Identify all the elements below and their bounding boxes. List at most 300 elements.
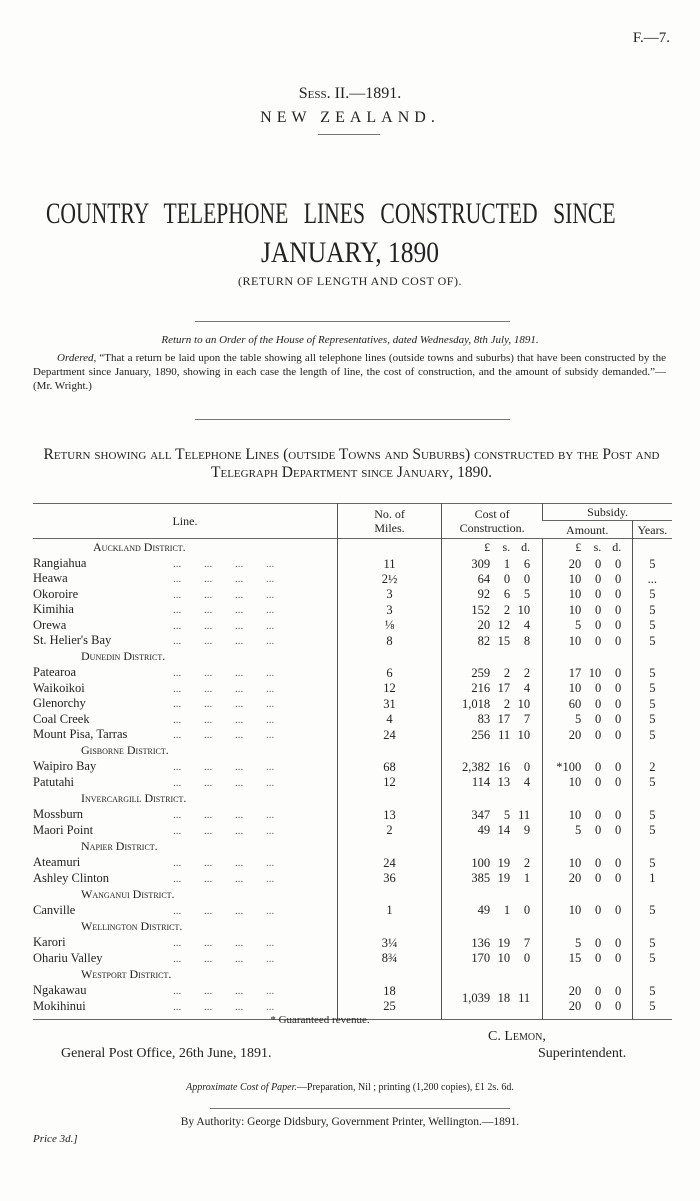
divider — [195, 321, 510, 322]
cost-cell — [442, 935, 543, 950]
line-name: Glenorchy — [33, 696, 86, 711]
money-part: 17 — [497, 681, 511, 696]
amount-cell — [543, 966, 632, 983]
amount-cell — [543, 587, 632, 602]
miles-cell — [337, 886, 441, 903]
district-name: Auckland District. — [93, 540, 186, 554]
table-row — [33, 775, 672, 790]
money-part: 10 — [517, 602, 531, 617]
amount-cell — [543, 918, 632, 935]
cost-cell — [442, 618, 543, 633]
money-part: 309 — [471, 556, 491, 571]
money-part: d. — [521, 540, 531, 554]
miles-cell: 25 — [337, 999, 441, 1014]
miles-cell: 13 — [337, 807, 441, 822]
district-name: Gisborne District. — [81, 743, 169, 758]
money-part: £ — [575, 540, 582, 554]
table-row — [33, 999, 672, 1014]
money-part: 7 — [523, 712, 531, 727]
money-part: 5 — [574, 935, 582, 950]
years-cell: 5 — [632, 727, 672, 742]
money-part: 0 — [614, 681, 622, 696]
leader-dots: ... ... ... ... — [173, 857, 275, 870]
money-part: 18 — [497, 991, 511, 1006]
paper-cost — [0, 1082, 700, 1094]
miles-cell: 31 — [337, 696, 441, 711]
money-part: 0 — [594, 951, 602, 966]
header-cost: Cost of Construction. — [442, 504, 543, 539]
line-name: Mount Pisa, Tarras — [33, 727, 128, 742]
district-row — [33, 539, 672, 557]
money-part: 100 — [471, 855, 491, 870]
money-part: 0 — [523, 951, 531, 966]
money-part: 10 — [568, 855, 582, 870]
miles-cell: 3 — [337, 587, 441, 602]
line-cell — [33, 983, 337, 998]
leader-dots: ... ... ... ... — [173, 667, 275, 680]
years-cell — [632, 742, 672, 759]
money-part: 10 — [517, 696, 531, 711]
miles-cell: 11 — [337, 556, 441, 571]
money-part: 6 — [503, 587, 511, 602]
line-cell — [33, 571, 337, 586]
table-row — [33, 935, 672, 950]
money-part: 0 — [594, 587, 602, 602]
money-part: 20 — [568, 727, 582, 742]
money-part: 49 — [477, 903, 491, 918]
years-cell: 2 — [632, 759, 672, 774]
money-part: 20 — [568, 556, 582, 571]
district-row — [33, 648, 672, 665]
printer-authority: By Authority: George Didsbury, Government Printer, Wellington.—1891. — [180, 1116, 520, 1128]
leader-dots: ... ... ... ... — [173, 698, 275, 711]
line-cell — [33, 871, 337, 886]
footnote: * Guaranteed revenue. — [270, 1014, 370, 1026]
line-cell — [33, 602, 337, 617]
leader-dots: ... ... ... ... — [173, 824, 275, 837]
years-cell: 5 — [632, 855, 672, 870]
leader-dots: ... ... ... ... — [173, 952, 275, 965]
years-cell — [632, 886, 672, 903]
years-cell: 5 — [632, 712, 672, 727]
divider — [210, 1108, 510, 1109]
telephone-lines-table — [33, 503, 672, 1020]
table-row — [33, 807, 672, 822]
line-name: Patearoa — [33, 665, 77, 680]
district-row — [33, 742, 672, 759]
money-part: 10 — [568, 633, 582, 648]
money-part: 1 — [503, 903, 511, 918]
leader-dots: ... ... ... ... — [173, 776, 275, 789]
district-name: Dunedin District. — [81, 649, 166, 664]
years-cell — [632, 790, 672, 807]
table-row — [33, 983, 672, 998]
money-part: 20 — [568, 983, 582, 998]
money-part: 10 — [588, 665, 602, 680]
money-part: 2 — [503, 602, 511, 617]
money-part: 1 — [523, 871, 531, 885]
miles-cell: 18 — [337, 983, 441, 998]
money-part: 10 — [568, 775, 582, 790]
leader-dots: ... ... ... ... — [173, 872, 275, 885]
money-part: 2 — [523, 855, 531, 870]
cost-cell — [442, 823, 543, 838]
money-part: 0 — [594, 775, 602, 790]
money-part: 11 — [498, 727, 511, 742]
years-cell — [632, 539, 672, 557]
district-row — [33, 838, 672, 855]
document-subtitle: (RETURN OF LENGTH AND COST OF). — [238, 274, 462, 288]
table-row — [33, 665, 672, 680]
miles-cell: 12 — [337, 775, 441, 790]
years-cell: 5 — [632, 587, 672, 602]
money-part: 0 — [594, 712, 602, 727]
years-cell: 5 — [632, 775, 672, 790]
line-name: Mokihinui — [33, 998, 86, 1013]
money-part: 17 — [497, 712, 511, 727]
miles-cell: 24 — [337, 727, 441, 742]
money-part: 0 — [614, 618, 622, 633]
miles-cell: 8¾ — [337, 951, 441, 966]
line-cell — [33, 618, 337, 633]
money-part: *100 — [556, 759, 582, 774]
money-part: 0 — [523, 571, 531, 586]
cost-cell — [442, 886, 543, 903]
table-row — [33, 571, 672, 586]
order-paragraph — [33, 351, 666, 393]
miles-cell: 8 — [337, 633, 441, 648]
miles-cell — [337, 838, 441, 855]
money-part: 20 — [568, 999, 582, 1014]
miles-cell: ⅛ — [337, 618, 441, 633]
header-amount: Amount. — [566, 522, 609, 537]
page-reference: F.—7. — [632, 30, 670, 46]
line-cell — [33, 633, 337, 648]
money-part: 0 — [614, 571, 622, 586]
money-part: 0 — [594, 807, 602, 822]
miles-cell: 6 — [337, 665, 441, 680]
amount-cell — [543, 633, 632, 648]
money-part: £ — [484, 540, 491, 554]
money-part: 0 — [614, 951, 622, 966]
cost-cell — [442, 681, 543, 696]
years-cell: 5 — [632, 823, 672, 838]
years-cell: 5 — [632, 602, 672, 617]
cost-cell — [442, 951, 543, 966]
miles-cell: 3¼ — [337, 935, 441, 950]
district-row — [33, 966, 672, 983]
years-cell: 5 — [632, 681, 672, 696]
amount-cell — [543, 775, 632, 790]
amount-cell — [543, 742, 632, 759]
money-part: 0 — [594, 999, 602, 1014]
line-cell — [33, 727, 337, 742]
district-row — [33, 886, 672, 903]
money-part: 20 — [568, 871, 582, 885]
cost-cell — [442, 903, 543, 918]
table-row — [33, 712, 672, 727]
header-subsidy: Subsidy. — [543, 504, 672, 521]
years-cell: 5 — [632, 807, 672, 822]
years-cell: 5 — [632, 983, 672, 998]
line-name: Patutahi — [33, 774, 74, 789]
money-part: 1,039 — [462, 991, 491, 1006]
document-title-line-2: JANUARY, 1890 — [260, 236, 440, 269]
cost-cell — [442, 727, 543, 742]
country-heading: NEW ZEALAND. — [260, 109, 440, 126]
header-line: Line. — [172, 514, 198, 528]
years-cell — [632, 918, 672, 935]
money-part: 256 — [471, 727, 491, 742]
header-years: Years. — [632, 521, 672, 539]
cost-cell — [442, 790, 543, 807]
years-cell: 5 — [632, 951, 672, 966]
line-name: Okoroire — [33, 586, 79, 601]
money-part: 0 — [594, 727, 602, 742]
years-cell — [632, 838, 672, 855]
money-part: 92 — [477, 587, 491, 602]
money-part: 0 — [614, 587, 622, 602]
money-part: 15 — [497, 633, 511, 648]
money-part: 0 — [614, 935, 622, 950]
amount-cell — [543, 951, 632, 966]
line-cell — [33, 681, 337, 696]
table-body — [33, 539, 672, 1020]
money-part: 0 — [594, 681, 602, 696]
years-cell: 1 — [632, 871, 672, 886]
money-part: 259 — [471, 665, 491, 680]
miles-cell: 1 — [337, 903, 441, 918]
table-row — [33, 871, 672, 886]
table-row — [33, 681, 672, 696]
leader-dots: ... ... ... ... — [173, 713, 275, 726]
cost-cell — [442, 742, 543, 759]
leader-dots: ... ... ... ... — [173, 985, 275, 998]
table-row — [33, 855, 672, 870]
money-part: 7 — [523, 935, 531, 950]
district-name: Westport District. — [81, 967, 172, 982]
money-part: 0 — [523, 903, 531, 918]
money-part: 11 — [518, 807, 531, 822]
leader-dots: ... ... ... ... — [173, 619, 275, 632]
district-name: Wellington District. — [81, 919, 183, 934]
amount-cell — [543, 855, 632, 870]
district-row — [33, 790, 672, 807]
line-cell — [33, 951, 337, 966]
money-part: 4 — [523, 618, 531, 633]
cost-cell — [442, 759, 543, 774]
line-cell — [33, 807, 337, 822]
district-name: Napier District. — [81, 839, 158, 854]
years-cell: 5 — [632, 633, 672, 648]
table-row — [33, 587, 672, 602]
years-cell: 5 — [632, 903, 672, 918]
money-part: 10 — [568, 571, 582, 586]
cost-cell — [442, 983, 543, 1014]
money-part: 0 — [594, 618, 602, 633]
money-part: 0 — [594, 633, 602, 648]
miles-cell: 24 — [337, 855, 441, 870]
line-cell — [33, 665, 337, 680]
money-part: 14 — [497, 823, 511, 838]
cost-cell — [442, 556, 543, 571]
years-cell — [632, 966, 672, 983]
money-part: 114 — [471, 775, 491, 790]
line-cell — [33, 556, 337, 571]
money-part: 0 — [614, 855, 622, 870]
years-cell: 5 — [632, 618, 672, 633]
money-part: 4 — [523, 681, 531, 696]
leader-dots: ... ... ... ... — [173, 558, 275, 570]
divider — [195, 419, 510, 420]
line-name: St. Helier's Bay — [33, 633, 112, 648]
money-part: 0 — [614, 999, 622, 1014]
leader-dots: ... ... ... ... — [173, 573, 275, 586]
money-part: d. — [612, 540, 622, 554]
paper-cost-text: —Preparation, Nil ; printing (1,200 copies), £1 2s. 6d. — [296, 1082, 514, 1093]
money-part: 0 — [594, 983, 602, 998]
money-part: 0 — [614, 727, 622, 742]
money-part: 0 — [614, 633, 622, 648]
money-part: 10 — [568, 807, 582, 822]
money-part: 152 — [471, 602, 491, 617]
money-part: 5 — [503, 807, 511, 822]
money-part: 0 — [614, 823, 622, 838]
line-name: Mossburn — [33, 807, 84, 822]
district-name: Wanganui District. — [81, 886, 175, 901]
signature-title: Superintendent. — [538, 1046, 627, 1061]
cost-cell — [442, 633, 543, 648]
miles-cell — [337, 648, 441, 665]
line-cell — [33, 587, 337, 602]
leader-dots: ... ... ... ... — [173, 682, 275, 695]
leader-dots: ... ... ... ... — [173, 604, 275, 617]
table-row — [33, 903, 672, 918]
table-row — [33, 951, 672, 966]
years-cell: 5 — [632, 696, 672, 711]
money-part: 385 — [471, 871, 491, 885]
money-part: 5 — [574, 712, 582, 727]
amount-cell — [543, 999, 632, 1014]
amount-cell — [543, 790, 632, 807]
years-cell: 5 — [632, 665, 672, 680]
money-part: 0 — [614, 665, 622, 680]
paper-cost-label: Approximate Cost of Paper. — [186, 1082, 297, 1093]
money-part: 9 — [523, 823, 531, 838]
table-row — [33, 759, 672, 774]
leader-dots: ... ... ... ... — [173, 937, 275, 950]
miles-cell: 3 — [337, 602, 441, 617]
years-cell — [632, 648, 672, 665]
money-part: 19 — [497, 855, 511, 870]
money-part: 347 — [471, 807, 491, 822]
miles-cell: 2½ — [337, 571, 441, 586]
line-cell — [33, 775, 337, 790]
table-row — [33, 696, 672, 711]
years-cell: 5 — [632, 935, 672, 950]
amount-cell — [543, 935, 632, 950]
document-title-line-1: COUNTRY TELEPHONE LINES CONSTRUCTED SINCE — [46, 197, 616, 230]
money-part: 10 — [568, 602, 582, 617]
line-cell — [33, 855, 337, 870]
ordered-label: Ordered, — [57, 352, 97, 364]
line-name: Ngakawau — [33, 983, 87, 998]
money-part: 0 — [614, 696, 622, 711]
money-part: 0 — [594, 571, 602, 586]
money-part: 0 — [614, 983, 622, 998]
cost-cell — [442, 838, 543, 855]
money-part: 19 — [497, 935, 511, 950]
miles-cell: 2 — [337, 823, 441, 838]
money-part: 10 — [568, 681, 582, 696]
money-part: 19 — [497, 871, 511, 885]
cost-cell — [442, 966, 543, 983]
cost-cell — [442, 712, 543, 727]
miles-cell: 4 — [337, 712, 441, 727]
order-line: Return to an Order of the House of Representatives, dated Wednesday, 8th July, 1891. — [161, 334, 539, 346]
leader-dots: ... ... ... ... — [173, 635, 275, 648]
money-part: 15 — [568, 951, 582, 966]
line-cell — [33, 903, 337, 918]
leader-dots: ... ... ... ... — [173, 1000, 275, 1013]
cost-cell — [442, 696, 543, 711]
leader-dots: ... ... ... ... — [173, 761, 275, 774]
office-date: General Post Office, 26th June, 1891. — [61, 1046, 272, 1061]
line-name: Waipiro Bay — [33, 759, 97, 774]
amount-cell — [543, 871, 632, 886]
amount-cell — [543, 665, 632, 680]
money-part: 0 — [614, 807, 622, 822]
money-part: 0 — [614, 556, 622, 571]
cost-cell — [442, 807, 543, 822]
cost-cell — [442, 571, 543, 586]
line-name: Waikoikoi — [33, 680, 85, 695]
line-cell — [33, 712, 337, 727]
cost-cell — [442, 665, 543, 680]
money-part: 0 — [594, 823, 602, 838]
money-part: 49 — [477, 823, 491, 838]
money-part: 0 — [614, 903, 622, 918]
amount-cell — [543, 807, 632, 822]
money-part: 16 — [497, 759, 511, 774]
money-part: s. — [593, 540, 602, 554]
miles-cell: 36 — [337, 871, 441, 886]
money-part: 0 — [594, 759, 602, 774]
district-name: Invercargill District. — [81, 791, 187, 806]
leader-dots: ... ... ... ... — [173, 729, 275, 742]
table-row — [33, 633, 672, 648]
money-part: 0 — [614, 759, 622, 774]
amount-cell — [543, 823, 632, 838]
table-row — [33, 556, 672, 571]
divider — [318, 134, 380, 135]
money-part: 0 — [594, 935, 602, 950]
table-row — [33, 823, 672, 838]
money-part: 0 — [594, 602, 602, 617]
years-cell: ... — [632, 571, 672, 586]
leader-dots: ... ... ... ... — [173, 809, 275, 822]
table-row — [33, 602, 672, 617]
line-cell — [33, 823, 337, 838]
cost-cell — [442, 602, 543, 617]
header-miles: No. of Miles. — [337, 504, 441, 539]
cost-cell — [442, 539, 543, 557]
amount-cell — [543, 556, 632, 571]
money-part: 0 — [594, 871, 602, 885]
years-cell: 5 — [632, 999, 672, 1014]
line-cell — [33, 759, 337, 774]
line-cell — [33, 696, 337, 711]
